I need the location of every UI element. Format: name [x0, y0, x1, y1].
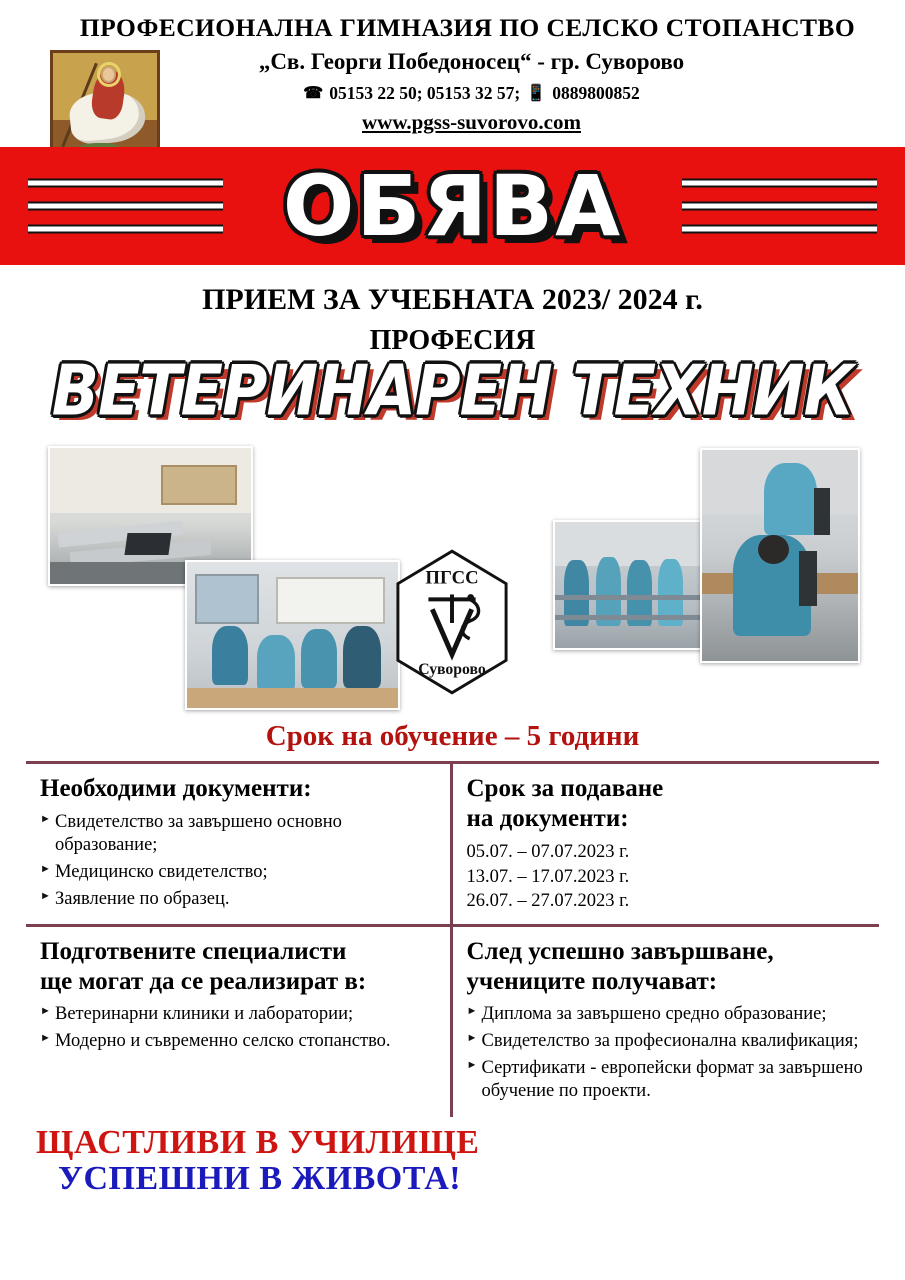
list-item: ► Диплома за завършено средно образование; — [467, 1003, 870, 1027]
deadline-dates — [467, 840, 870, 914]
after-graduation-title — [467, 937, 870, 996]
school-name: ПРОФЕСИОНАЛНА ГИМНАЗИЯ ПО СЕЛСКО СТОПАНСТВО — [79, 13, 856, 42]
phone-icon: ☎ — [303, 85, 324, 103]
banner-title: ОБЯВА — [282, 156, 623, 255]
profession-title: ВЕТЕРИНАРЕН ТЕХНИК — [51, 349, 854, 432]
svg-text:ПГСС: ПГСС — [425, 567, 479, 589]
school-emblem — [393, 548, 511, 696]
profession-label: ПРОФЕСИЯ — [369, 324, 536, 356]
after-title-line1: След успешно завършване, — [466, 938, 774, 966]
realization-title-line2: ще могат да се реализират в: — [40, 967, 367, 995]
list-item: ► Свидетелство за професионална квалификация; — [467, 1030, 870, 1054]
realization-title-line1: Подготвените специалисти — [40, 938, 347, 966]
announcement-banner — [0, 147, 905, 265]
realization-title — [40, 937, 440, 996]
list-item: 13.07. – 17.07.2023 г. — [466, 866, 630, 887]
phone-numbers: 05153 22 50; 05153 32 57; — [329, 82, 521, 103]
after-graduation-cell — [453, 927, 880, 1117]
slogan-line-2: УСПЕШНИ В ЖИВОТА! — [58, 1160, 462, 1198]
slogan-line-1: ЩАСТЛИВИ В УЧИЛИЩЕ — [36, 1124, 480, 1162]
photo-students-at-railing — [553, 520, 713, 650]
info-grid — [26, 761, 879, 1117]
list-item: ► Медицинско свидетелство; — [40, 861, 440, 885]
admission-year-line: ПРИЕМ ЗА УЧЕБНАТА 2023/ 2024 г. — [202, 282, 703, 316]
documents-list — [40, 811, 440, 912]
photo-students-with-teacher — [185, 560, 400, 710]
photo-microscope-lab — [700, 448, 860, 663]
after-title-line2: учениците получават: — [466, 967, 718, 995]
banner-decoration-right — [682, 178, 877, 233]
deadline-title — [467, 774, 870, 833]
deadline-title-line2: на документи: — [466, 804, 629, 832]
info-row-bottom — [26, 927, 879, 1117]
mobile-number: 0889800852 — [552, 82, 640, 103]
info-row-top — [26, 764, 879, 927]
documents-cell — [26, 764, 453, 924]
after-graduation-list — [467, 1003, 870, 1104]
deadline-cell — [453, 764, 880, 924]
list-item: ► Ветеринарни клиники и лаборатории; — [40, 1003, 440, 1027]
mobile-icon: 📱 — [526, 85, 547, 103]
documents-title: Необходими документи: — [40, 775, 312, 803]
svg-text:Суворово: Суворово — [418, 661, 486, 679]
list-item: ► Заявление по образец. — [40, 888, 440, 912]
list-item: 05.07. – 07.07.2023 г. — [466, 842, 630, 863]
realization-list — [40, 1003, 440, 1053]
veterinary-emblem-icon — [393, 548, 511, 696]
deadline-title-line1: Срок за подаване — [466, 775, 664, 803]
list-item: 26.07. – 27.07.2023 г. — [466, 891, 630, 912]
website-link[interactable]: www.pgss-suvorovo.com — [362, 109, 581, 134]
training-duration: Срок на обучение – 5 години — [265, 720, 640, 753]
list-item: ► Свидетелство за завършено основно образование; — [40, 811, 440, 858]
list-item: ► Модерно и съвременно селско стопанство. — [40, 1030, 440, 1054]
realization-cell — [26, 927, 453, 1117]
banner-decoration-left — [28, 178, 223, 233]
list-item: ► Сертификати - европейски формат за завършено обучение по проекти. — [467, 1057, 870, 1104]
document-header — [0, 0, 905, 147]
slogan — [36, 1125, 905, 1197]
school-patron-line: „Св. Георги Победоносец“ - гр. Суворово — [258, 48, 685, 74]
